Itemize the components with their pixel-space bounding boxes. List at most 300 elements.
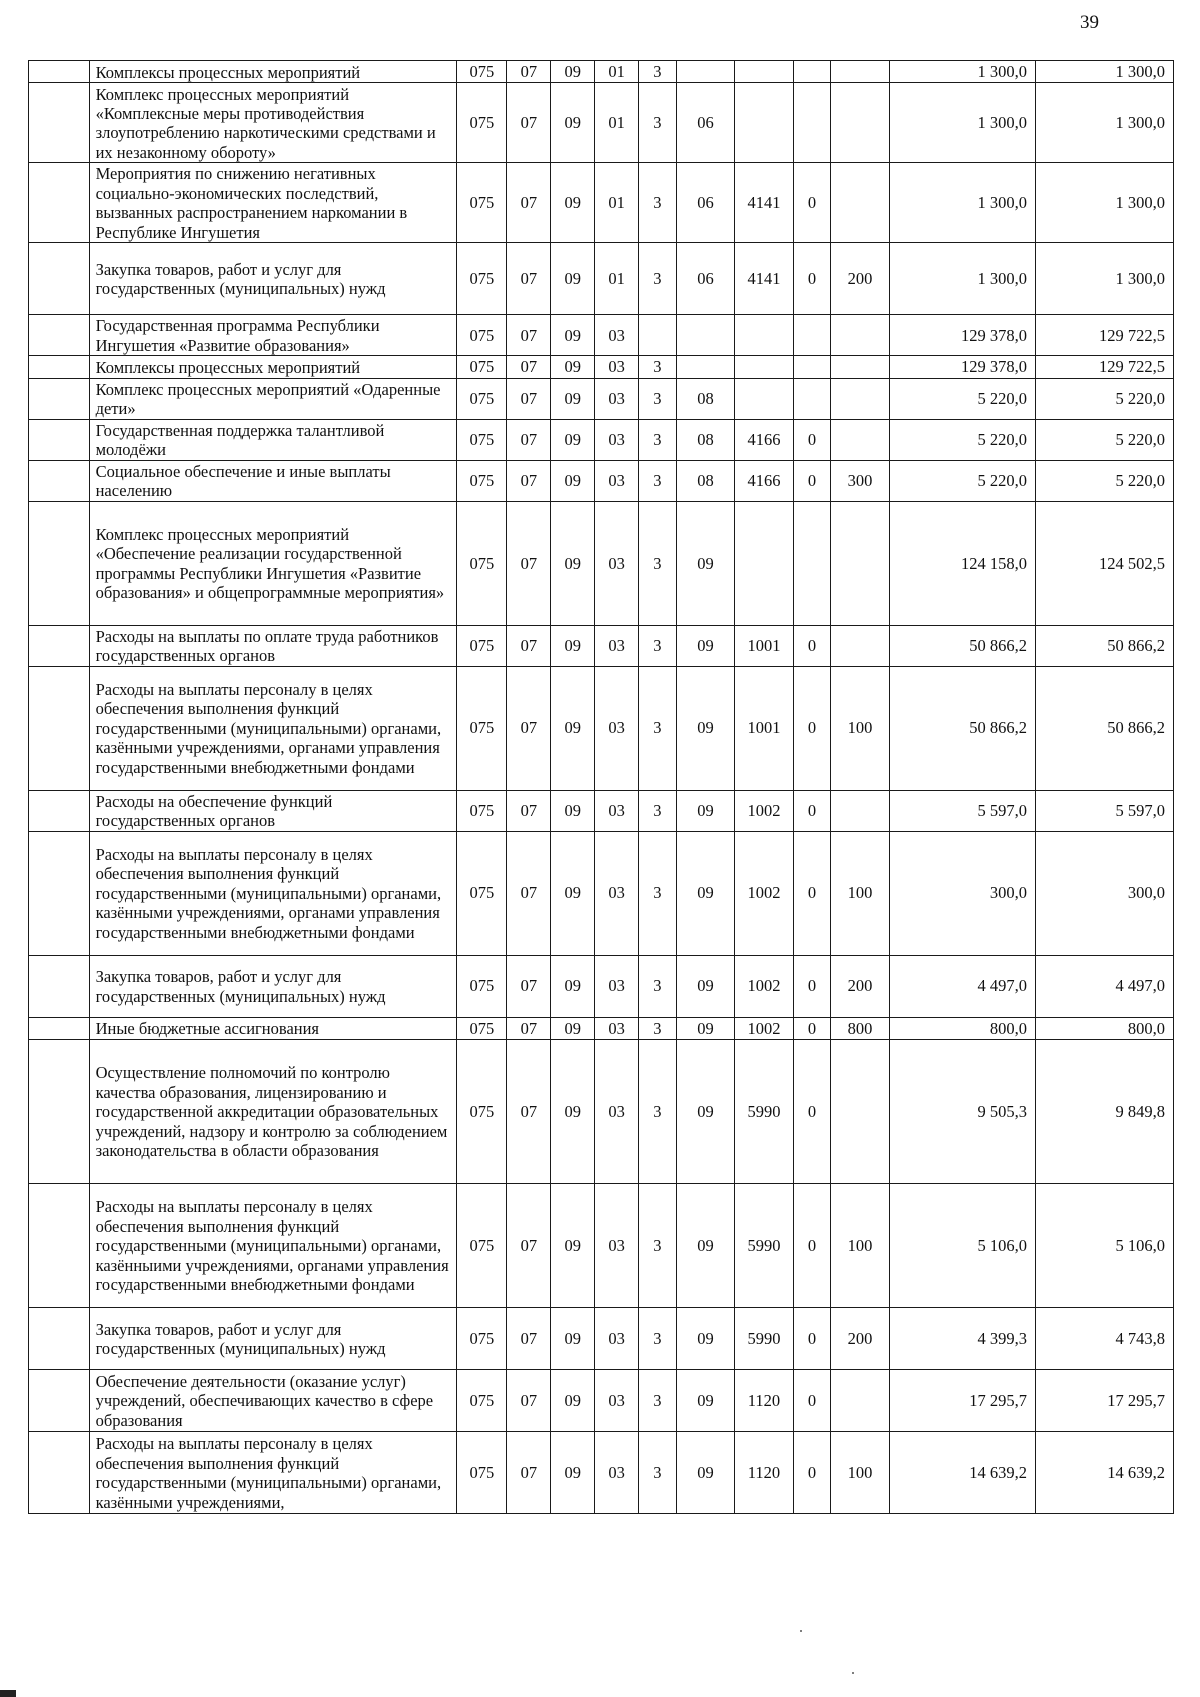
code-program-type: 3: [639, 1370, 677, 1432]
row-name: Расходы на выплаты персоналу в целях обеспечения выполнения функций государственными (муниципальными) органами, казёнными учреждениями,: [89, 1432, 457, 1514]
code-direction: 1001: [735, 666, 794, 790]
code-subdirection: 0: [793, 831, 831, 955]
code-subprogram: 09: [676, 1184, 735, 1308]
code-subprogram: 06: [676, 83, 735, 163]
table-row: [29, 1040, 1174, 1184]
code-expense-type: 100: [831, 831, 890, 955]
code-subprogram: 08: [676, 460, 735, 501]
amount-year-2: 129 722,5: [1036, 315, 1174, 356]
row-name: Иные бюджетные ассигнования: [89, 1017, 457, 1039]
code-expense-type: [831, 61, 890, 83]
scan-speck: [800, 1630, 802, 1632]
row-marker-cell: [29, 1184, 90, 1308]
code-expense-type: [831, 790, 890, 831]
code-subdirection: 0: [793, 460, 831, 501]
code-admin: 075: [457, 243, 507, 315]
table-row: [29, 790, 1174, 831]
code-admin: 075: [457, 83, 507, 163]
row-marker-cell: [29, 315, 90, 356]
amount-year-1: 1 300,0: [889, 243, 1035, 315]
code-direction: 1001: [735, 625, 794, 666]
code-section: 07: [507, 356, 551, 378]
code-direction: [735, 378, 794, 419]
amount-year-1: 129 378,0: [889, 356, 1035, 378]
code-program-type: [639, 315, 677, 356]
amount-year-1: 50 866,2: [889, 625, 1035, 666]
code-program-type: 3: [639, 625, 677, 666]
code-subprogram: [676, 356, 735, 378]
code-direction: [735, 61, 794, 83]
row-name: Комплекс процессных мероприятий «Одаренные дети»: [89, 378, 457, 419]
code-subprogram: 08: [676, 419, 735, 460]
row-name: Государственная поддержка талантливой молодёжи: [89, 419, 457, 460]
code-subdirection: 0: [793, 955, 831, 1017]
code-subsection: 09: [551, 419, 595, 460]
code-section: 07: [507, 1308, 551, 1370]
amount-year-1: 300,0: [889, 831, 1035, 955]
amount-year-2: 50 866,2: [1036, 666, 1174, 790]
code-admin: 075: [457, 1184, 507, 1308]
amount-year-2: 129 722,5: [1036, 356, 1174, 378]
row-marker-cell: [29, 501, 90, 625]
code-direction: 1120: [735, 1432, 794, 1514]
code-program: 03: [595, 955, 639, 1017]
code-section: 07: [507, 955, 551, 1017]
code-subsection: 09: [551, 83, 595, 163]
amount-year-1: 4 399,3: [889, 1308, 1035, 1370]
table-row: [29, 955, 1174, 1017]
table-row: [29, 501, 1174, 625]
code-subdirection: 0: [793, 1184, 831, 1308]
code-section: 07: [507, 378, 551, 419]
code-expense-type: [831, 378, 890, 419]
code-admin: 075: [457, 61, 507, 83]
code-subdirection: [793, 501, 831, 625]
code-program: 03: [595, 1370, 639, 1432]
code-expense-type: 200: [831, 243, 890, 315]
code-program-type: 3: [639, 955, 677, 1017]
amount-year-1: 5 106,0: [889, 1184, 1035, 1308]
code-expense-type: [831, 501, 890, 625]
code-subsection: 09: [551, 625, 595, 666]
code-subdirection: 0: [793, 1308, 831, 1370]
code-program: 03: [595, 831, 639, 955]
code-direction: 4141: [735, 163, 794, 243]
code-section: 07: [507, 61, 551, 83]
row-marker-cell: [29, 666, 90, 790]
table-row: [29, 163, 1174, 243]
code-direction: 4166: [735, 419, 794, 460]
row-marker-cell: [29, 790, 90, 831]
row-name: Расходы на выплаты персоналу в целях обеспечения выполнения функций государственными (муниципальными) органами, казёнными учреждениями, органами управления государственными внебюджетными фондами: [89, 666, 457, 790]
row-marker-cell: [29, 243, 90, 315]
code-program-type: 3: [639, 666, 677, 790]
amount-year-2: 800,0: [1036, 1017, 1174, 1039]
code-expense-type: [831, 83, 890, 163]
amount-year-2: 1 300,0: [1036, 83, 1174, 163]
code-program-type: 3: [639, 831, 677, 955]
code-subsection: 09: [551, 1432, 595, 1514]
code-subsection: 09: [551, 163, 595, 243]
code-subsection: 09: [551, 955, 595, 1017]
code-direction: 5990: [735, 1040, 794, 1184]
row-marker-cell: [29, 163, 90, 243]
code-section: 07: [507, 1184, 551, 1308]
code-program-type: 3: [639, 83, 677, 163]
code-subdirection: 0: [793, 666, 831, 790]
row-marker-cell: [29, 1308, 90, 1370]
code-expense-type: 100: [831, 666, 890, 790]
row-marker-cell: [29, 419, 90, 460]
amount-year-1: 1 300,0: [889, 83, 1035, 163]
code-expense-type: 100: [831, 1432, 890, 1514]
code-subprogram: [676, 315, 735, 356]
amount-year-2: 300,0: [1036, 831, 1174, 955]
code-direction: 5990: [735, 1308, 794, 1370]
code-subsection: 09: [551, 315, 595, 356]
code-section: 07: [507, 315, 551, 356]
code-section: 07: [507, 625, 551, 666]
code-program: 03: [595, 378, 639, 419]
code-subdirection: 0: [793, 790, 831, 831]
table-row: [29, 1308, 1174, 1370]
code-subsection: 09: [551, 356, 595, 378]
code-subsection: 09: [551, 1370, 595, 1432]
amount-year-1: 14 639,2: [889, 1432, 1035, 1514]
code-program-type: 3: [639, 501, 677, 625]
table-row: [29, 83, 1174, 163]
code-section: 07: [507, 1017, 551, 1039]
code-subsection: 09: [551, 378, 595, 419]
code-subprogram: 09: [676, 1432, 735, 1514]
table-row: [29, 419, 1174, 460]
code-program-type: 3: [639, 163, 677, 243]
row-name: Закупка товаров, работ и услуг для государственных (муниципальных) нужд: [89, 243, 457, 315]
code-subprogram: 09: [676, 666, 735, 790]
code-program: 03: [595, 315, 639, 356]
code-program: 03: [595, 1040, 639, 1184]
code-direction: 5990: [735, 1184, 794, 1308]
code-expense-type: [831, 625, 890, 666]
row-name: Расходы на обеспечение функций государственных органов: [89, 790, 457, 831]
code-direction: [735, 315, 794, 356]
code-program-type: 3: [639, 419, 677, 460]
code-subprogram: 09: [676, 1040, 735, 1184]
code-expense-type: [831, 356, 890, 378]
row-name: Расходы на выплаты персоналу в целях обеспечения выполнения функций государственными (муниципальными) органами, казённыими учреждениями, органами управления государственными внебюджетными фондами: [89, 1184, 457, 1308]
code-admin: 075: [457, 1370, 507, 1432]
code-subprogram: 09: [676, 501, 735, 625]
code-program-type: 3: [639, 356, 677, 378]
amount-year-2: 17 295,7: [1036, 1370, 1174, 1432]
code-admin: 075: [457, 666, 507, 790]
row-marker-cell: [29, 625, 90, 666]
code-program-type: 3: [639, 1432, 677, 1514]
amount-year-2: 5 220,0: [1036, 419, 1174, 460]
code-subsection: 09: [551, 1017, 595, 1039]
table-row: [29, 1017, 1174, 1039]
code-subsection: 09: [551, 243, 595, 315]
code-program: 03: [595, 1432, 639, 1514]
code-expense-type: [831, 163, 890, 243]
code-program: 03: [595, 356, 639, 378]
code-subsection: 09: [551, 831, 595, 955]
code-section: 07: [507, 501, 551, 625]
code-expense-type: 100: [831, 1184, 890, 1308]
row-name: Мероприятия по снижению негативных социально-экономических последствий, вызванных распространением наркомании в Республике Ингушетия: [89, 163, 457, 243]
code-subdirection: 0: [793, 1370, 831, 1432]
code-expense-type: 200: [831, 955, 890, 1017]
code-subprogram: 09: [676, 1370, 735, 1432]
table-body: [29, 61, 1174, 1514]
amount-year-2: 5 220,0: [1036, 460, 1174, 501]
code-subdirection: [793, 61, 831, 83]
amount-year-1: 17 295,7: [889, 1370, 1035, 1432]
budget-table: [28, 60, 1174, 1514]
code-subsection: 09: [551, 666, 595, 790]
row-marker-cell: [29, 378, 90, 419]
code-program: 03: [595, 666, 639, 790]
code-admin: 075: [457, 955, 507, 1017]
code-program: 03: [595, 1308, 639, 1370]
code-subprogram: 09: [676, 1308, 735, 1370]
code-section: 07: [507, 1370, 551, 1432]
row-name: Закупка товаров, работ и услуг для государственных (муниципальных) нужд: [89, 1308, 457, 1370]
code-admin: 075: [457, 163, 507, 243]
amount-year-2: 5 597,0: [1036, 790, 1174, 831]
code-program-type: 3: [639, 460, 677, 501]
code-admin: 075: [457, 419, 507, 460]
code-subdirection: 0: [793, 419, 831, 460]
code-expense-type: [831, 1370, 890, 1432]
code-expense-type: 800: [831, 1017, 890, 1039]
code-program: 01: [595, 163, 639, 243]
row-name: Комплекс процессных мероприятий «Обеспечение реализации государственной программы Республики Ингушетия «Развитие образования» и общепрограммные мероприятия»: [89, 501, 457, 625]
code-program: 03: [595, 501, 639, 625]
code-admin: 075: [457, 460, 507, 501]
row-marker-cell: [29, 955, 90, 1017]
amount-year-1: 800,0: [889, 1017, 1035, 1039]
amount-year-1: 1 300,0: [889, 61, 1035, 83]
amount-year-1: 124 158,0: [889, 501, 1035, 625]
row-name: Расходы на выплаты персоналу в целях обеспечения выполнения функций государственными (муниципальными) органами, казёнными учреждениями, органами управления государственными внебюджетными фондами: [89, 831, 457, 955]
amount-year-2: 5 220,0: [1036, 378, 1174, 419]
code-direction: 4166: [735, 460, 794, 501]
table-row: [29, 460, 1174, 501]
code-expense-type: [831, 419, 890, 460]
code-admin: 075: [457, 378, 507, 419]
code-program-type: 3: [639, 790, 677, 831]
code-admin: 075: [457, 1432, 507, 1514]
table-row: [29, 1184, 1174, 1308]
table-row: [29, 61, 1174, 83]
code-expense-type: 200: [831, 1308, 890, 1370]
code-subdirection: 0: [793, 163, 831, 243]
row-name: Комплекс процессных мероприятий «Комплексные меры противодействия злоупотреблению наркотическими средствами и их незаконному обороту»: [89, 83, 457, 163]
code-subsection: 09: [551, 1040, 595, 1184]
code-subsection: 09: [551, 1184, 595, 1308]
table-row: [29, 1370, 1174, 1432]
code-subprogram: 09: [676, 790, 735, 831]
amount-year-1: 5 220,0: [889, 419, 1035, 460]
amount-year-2: 4 743,8: [1036, 1308, 1174, 1370]
code-direction: [735, 356, 794, 378]
code-direction: [735, 501, 794, 625]
code-program-type: 3: [639, 1040, 677, 1184]
row-marker-cell: [29, 356, 90, 378]
code-subdirection: [793, 83, 831, 163]
code-subdirection: 0: [793, 1017, 831, 1039]
code-subprogram: 09: [676, 625, 735, 666]
page-number: 39: [1080, 12, 1099, 33]
code-admin: 075: [457, 356, 507, 378]
code-program-type: 3: [639, 1017, 677, 1039]
code-subprogram: 09: [676, 1017, 735, 1039]
row-name: Комплексы процессных мероприятий: [89, 356, 457, 378]
code-subprogram: 06: [676, 243, 735, 315]
table-row: [29, 666, 1174, 790]
amount-year-2: 124 502,5: [1036, 501, 1174, 625]
amount-year-1: 1 300,0: [889, 163, 1035, 243]
code-section: 07: [507, 243, 551, 315]
code-program-type: 3: [639, 61, 677, 83]
amount-year-2: 4 497,0: [1036, 955, 1174, 1017]
code-admin: 075: [457, 1308, 507, 1370]
code-direction: 1002: [735, 790, 794, 831]
code-section: 07: [507, 83, 551, 163]
table-row: [29, 378, 1174, 419]
code-program: 03: [595, 1184, 639, 1308]
code-section: 07: [507, 1432, 551, 1514]
amount-year-2: 9 849,8: [1036, 1040, 1174, 1184]
code-direction: 1120: [735, 1370, 794, 1432]
row-name: Закупка товаров, работ и услуг для государственных (муниципальных) нужд: [89, 955, 457, 1017]
row-marker-cell: [29, 61, 90, 83]
code-program: 03: [595, 419, 639, 460]
amount-year-1: 5 220,0: [889, 460, 1035, 501]
row-marker-cell: [29, 1432, 90, 1514]
code-admin: 075: [457, 831, 507, 955]
code-subsection: 09: [551, 61, 595, 83]
row-name: Социальное обеспечение и иные выплаты населению: [89, 460, 457, 501]
code-admin: 075: [457, 1017, 507, 1039]
amount-year-2: 50 866,2: [1036, 625, 1174, 666]
code-subdirection: 0: [793, 1432, 831, 1514]
code-direction: 4141: [735, 243, 794, 315]
code-direction: 1002: [735, 1017, 794, 1039]
scan-edge-mark: [0, 1690, 16, 1697]
row-name: Осуществление полномочий по контролю качества образования, лицензированию и государственной аккредитации образовательных учреждений, надзору и контролю за соблюдением законодательства в области образования: [89, 1040, 457, 1184]
code-subprogram: 06: [676, 163, 735, 243]
amount-year-2: 1 300,0: [1036, 163, 1174, 243]
code-subprogram: 09: [676, 955, 735, 1017]
code-subsection: 09: [551, 1308, 595, 1370]
row-name: Расходы на выплаты по оплате труда работников государственных органов: [89, 625, 457, 666]
row-marker-cell: [29, 1040, 90, 1184]
table-row: [29, 1432, 1174, 1514]
amount-year-2: 14 639,2: [1036, 1432, 1174, 1514]
code-subsection: 09: [551, 460, 595, 501]
amount-year-1: 5 220,0: [889, 378, 1035, 419]
code-program: 03: [595, 790, 639, 831]
amount-year-1: 9 505,3: [889, 1040, 1035, 1184]
row-marker-cell: [29, 831, 90, 955]
code-subdirection: 0: [793, 625, 831, 666]
code-direction: 1002: [735, 831, 794, 955]
code-subprogram: 09: [676, 831, 735, 955]
code-admin: 075: [457, 625, 507, 666]
table-row: [29, 315, 1174, 356]
code-expense-type: [831, 315, 890, 356]
amount-year-2: 1 300,0: [1036, 243, 1174, 315]
amount-year-1: 5 597,0: [889, 790, 1035, 831]
code-section: 07: [507, 831, 551, 955]
code-subdirection: [793, 378, 831, 419]
code-program: 03: [595, 625, 639, 666]
code-subsection: 09: [551, 790, 595, 831]
table-row: [29, 831, 1174, 955]
code-subdirection: [793, 315, 831, 356]
row-marker-cell: [29, 460, 90, 501]
code-admin: 075: [457, 790, 507, 831]
code-program-type: 3: [639, 1184, 677, 1308]
row-marker-cell: [29, 1017, 90, 1039]
code-section: 07: [507, 419, 551, 460]
amount-year-2: 1 300,0: [1036, 61, 1174, 83]
code-subprogram: [676, 61, 735, 83]
table-row: [29, 356, 1174, 378]
code-direction: 1002: [735, 955, 794, 1017]
code-subdirection: 0: [793, 1040, 831, 1184]
code-section: 07: [507, 790, 551, 831]
code-subsection: 09: [551, 501, 595, 625]
code-program: 03: [595, 1017, 639, 1039]
code-section: 07: [507, 460, 551, 501]
code-subdirection: [793, 356, 831, 378]
code-expense-type: [831, 1040, 890, 1184]
code-program-type: 3: [639, 1308, 677, 1370]
amount-year-1: 50 866,2: [889, 666, 1035, 790]
code-program: 03: [595, 460, 639, 501]
amount-year-1: 129 378,0: [889, 315, 1035, 356]
row-name: Обеспечение деятельности (оказание услуг) учреждений, обеспечивающих качество в сфере образования: [89, 1370, 457, 1432]
code-section: 07: [507, 666, 551, 790]
row-marker-cell: [29, 83, 90, 163]
code-subprogram: 08: [676, 378, 735, 419]
scan-speck: [852, 1672, 854, 1674]
amount-year-1: 4 497,0: [889, 955, 1035, 1017]
table-row: [29, 625, 1174, 666]
code-program-type: 3: [639, 378, 677, 419]
code-program: 01: [595, 83, 639, 163]
code-direction: [735, 83, 794, 163]
code-subdirection: 0: [793, 243, 831, 315]
code-section: 07: [507, 163, 551, 243]
code-section: 07: [507, 1040, 551, 1184]
row-name: Комплексы процессных мероприятий: [89, 61, 457, 83]
code-program: 01: [595, 243, 639, 315]
code-expense-type: 300: [831, 460, 890, 501]
code-program: 01: [595, 61, 639, 83]
code-program-type: 3: [639, 243, 677, 315]
code-admin: 075: [457, 501, 507, 625]
row-marker-cell: [29, 1370, 90, 1432]
code-admin: 075: [457, 1040, 507, 1184]
code-admin: 075: [457, 315, 507, 356]
table-row: [29, 243, 1174, 315]
amount-year-2: 5 106,0: [1036, 1184, 1174, 1308]
row-name: Государственная программа Республики Ингушетия «Развитие образования»: [89, 315, 457, 356]
